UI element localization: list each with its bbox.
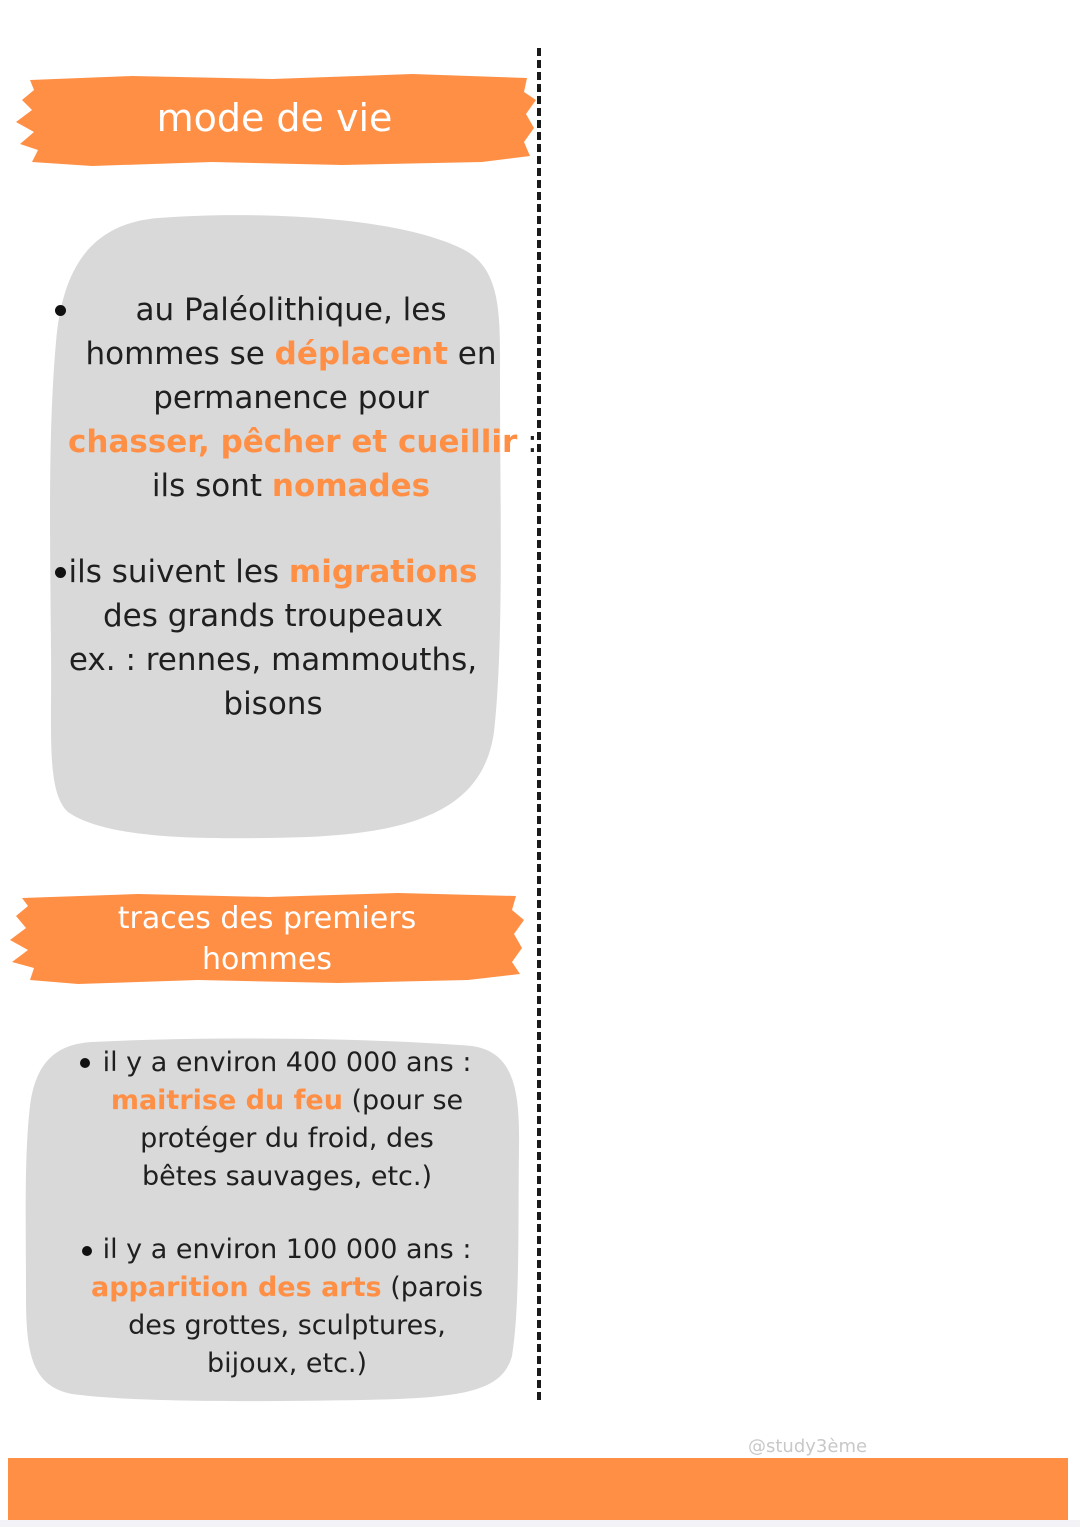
text-line: bijoux, etc.): [206, 1348, 368, 1379]
watermark: @study3ème: [748, 1436, 868, 1457]
section-title: mode de vie: [156, 96, 393, 140]
bullet-text-migrations: [48, 550, 498, 726]
text-line: des grands troupeaux: [102, 598, 444, 634]
bullet-text-arts: [62, 1231, 512, 1383]
bullet-dot: [55, 305, 66, 316]
footer-bar: [8, 1458, 1068, 1520]
text-line: bisons: [223, 686, 323, 722]
text-line: apparition des arts (parois: [90, 1272, 484, 1303]
text-line: protéger du froid, des: [140, 1123, 434, 1154]
highlight-deplacent: déplacent: [274, 336, 448, 372]
bullet-text-feu: [62, 1044, 512, 1196]
text-line: au Paléolithique, les: [135, 292, 447, 328]
bullet-text-nomades: [68, 288, 538, 508]
text-line: ils sont nomades: [151, 468, 431, 504]
text-line: il y a environ 100 000 ans :: [102, 1234, 472, 1265]
text-line: permanence pour: [153, 380, 429, 416]
highlight-activities: chasser, pêcher et cueillir: [68, 424, 518, 460]
info-card-traces: [22, 1036, 522, 1402]
highlight-feu: maitrise du feu: [110, 1085, 343, 1116]
text-line: bêtes sauvages, etc.): [142, 1161, 432, 1192]
text-line: hommes se déplacent en: [85, 336, 497, 372]
footer-edge: [0, 1520, 1080, 1527]
highlight-nomades: nomades: [271, 468, 431, 504]
section-title: traces des premiers hommes: [117, 901, 417, 977]
text-line: ex. : rennes, mammouths,: [68, 642, 478, 678]
section-header-mode-de-vie: [12, 70, 537, 170]
info-card-mode-de-vie: [48, 212, 538, 842]
text-line: il y a environ 400 000 ans :: [102, 1047, 472, 1078]
dashed-divider: [537, 48, 541, 1400]
text-line: maitrise du feu (pour se: [110, 1085, 464, 1116]
highlight-migrations: migrations: [288, 554, 478, 590]
text-line: des grottes, sculptures,: [128, 1310, 446, 1341]
text-line: ils suivent les migrations: [68, 554, 478, 590]
text-line: chasser, pêcher et cueillir :: [68, 424, 538, 460]
section-header-traces: [8, 890, 526, 986]
highlight-arts: apparition des arts: [90, 1272, 382, 1303]
